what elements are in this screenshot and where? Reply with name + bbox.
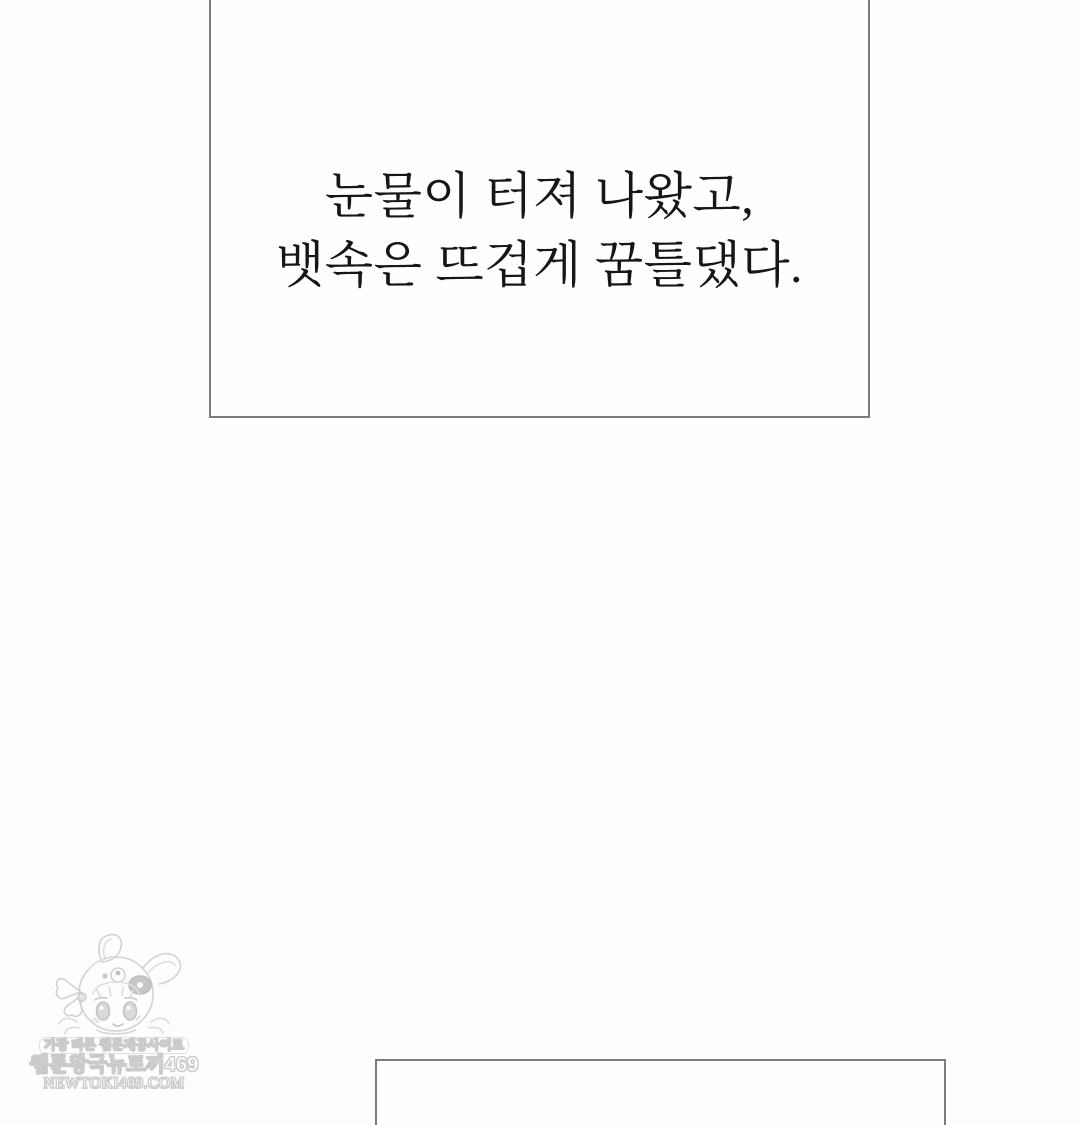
site-watermark bbox=[28, 932, 200, 1092]
watermark-site-url: NEWTOKI469.COM bbox=[43, 1075, 185, 1093]
watermark-site-name: 웹툰왕국뉴토끼469 bbox=[29, 1054, 199, 1077]
narration-text bbox=[211, 162, 868, 300]
narration-panel-top bbox=[209, 0, 870, 418]
narration-line-2: 뱃속은 뜨겁게 꿈틀댔다. bbox=[276, 237, 803, 293]
watermark-character-illustration bbox=[39, 932, 189, 1036]
watermark-tagline: 가장 빠른 웹툰제공사이트 bbox=[39, 1037, 189, 1054]
narration-panel-bottom bbox=[375, 1059, 946, 1125]
narration-line-1: 눈물이 터져 나왔고, bbox=[324, 168, 755, 224]
